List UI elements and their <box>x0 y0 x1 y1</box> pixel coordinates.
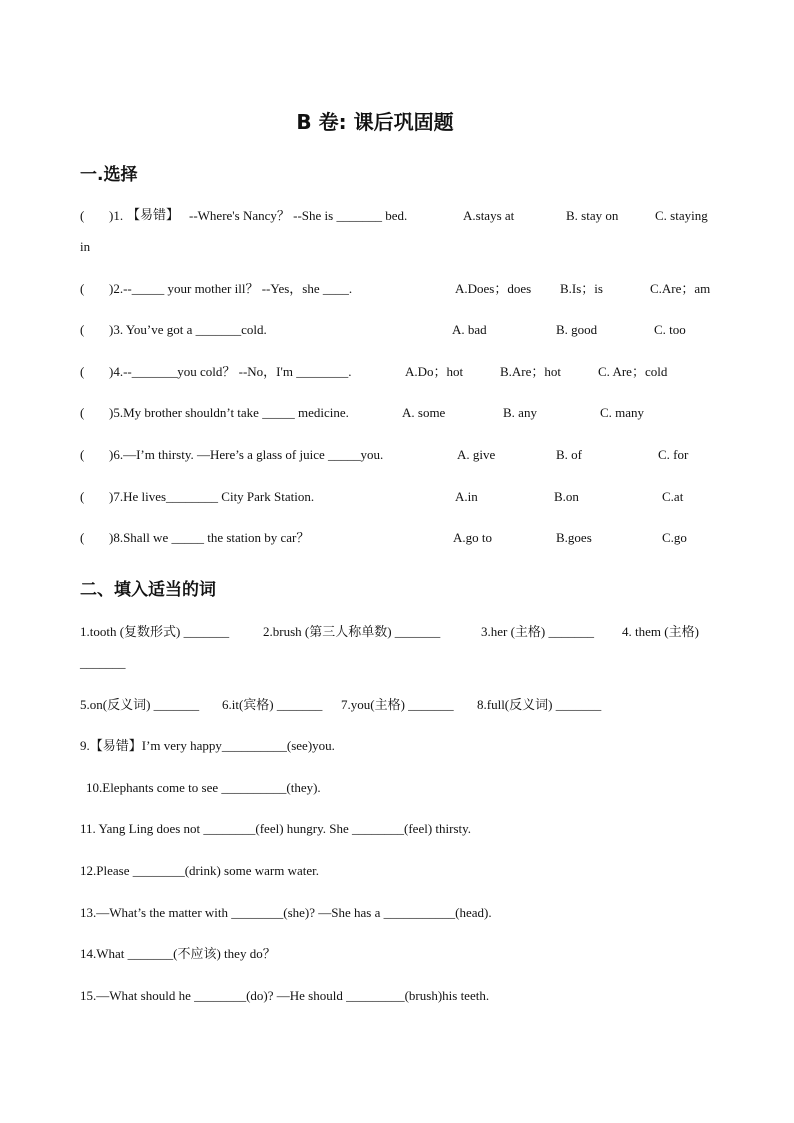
option-c: C.at <box>662 489 684 504</box>
option-a: A.stays at <box>463 208 515 223</box>
fill-item-15: 15.—What should he ________(do)? —He should _________(brush)his teeth. <box>80 988 490 1003</box>
answer-bracket: ( <box>80 364 85 379</box>
option-b: B. of <box>556 447 582 462</box>
fill-item-13: 13.—What’s the matter with ________(she)? —She has a ___________(head). <box>80 905 492 920</box>
option-c: C. many <box>600 405 645 420</box>
error-prone-tag: 【易错】 <box>127 208 180 223</box>
option-c: C. Are；cold <box>598 364 668 379</box>
option-a: A.go to <box>453 530 492 545</box>
answer-bracket: ( <box>80 447 85 462</box>
option-c: C. staying <box>655 208 708 223</box>
answer-bracket: ( <box>80 405 85 420</box>
answer-bracket: ( <box>80 530 85 545</box>
option-b: B.goes <box>556 530 592 545</box>
question-stem: )3. You’ve got a _______cold. <box>109 322 267 337</box>
question-number: )1. <box>109 208 124 223</box>
question-stem: )7.He lives________ City Park Station. <box>109 489 315 504</box>
fill-item-4: 4. them (主格) <box>622 624 699 639</box>
section-1-heading: 一.选择 <box>80 165 138 185</box>
option-b: B. any <box>503 405 537 420</box>
question-stem: )2.--_____ your mother ill？ --Yes，she ____. <box>109 281 353 296</box>
question-stem: )6.—I’m thirsty. —Here’s a glass of juice _____you. <box>109 447 384 462</box>
option-a: A.Do；hot <box>405 364 464 379</box>
option-b: B.on <box>554 489 579 504</box>
option-c: C.Are；am <box>650 281 711 296</box>
section-2-heading: 二、填入适当的词 <box>80 580 216 600</box>
option-a: A. bad <box>452 322 487 337</box>
option-a: A. give <box>457 447 496 462</box>
option-c: C. for <box>658 447 689 462</box>
question-stem: )4.--_______you cold？ --No，I'm ________. <box>109 364 352 379</box>
option-c: C.go <box>662 530 687 545</box>
option-b: B. good <box>556 322 598 337</box>
fill-item-5: 5.on(反义词) _______ <box>80 697 200 712</box>
option-b: B.Are；hot <box>500 364 562 379</box>
fill-item-4-blank: _______ <box>80 655 126 670</box>
fill-item-12: 12.Please ________(drink) some warm water. <box>80 863 320 878</box>
option-a: A. some <box>402 405 446 420</box>
answer-bracket: ( <box>80 489 85 504</box>
option-b: B. stay on <box>566 208 619 223</box>
answer-bracket: ( <box>80 281 85 296</box>
option-a: A.Does；does <box>455 281 532 296</box>
question-1-wrap: in <box>80 239 91 254</box>
fill-item-9: 9.【易错】I’m very happy__________(see)you. <box>80 738 335 753</box>
page-title: B 卷: 课后巩固题 <box>296 110 454 134</box>
fill-item-3: 3.her (主格) _______ <box>481 624 595 639</box>
question-stem: )5.My brother shouldn’t take _____ medicine. <box>109 405 349 420</box>
fill-item-1: 1.tooth (复数形式) _______ <box>80 624 230 639</box>
fill-item-2: 2.brush (第三人称单数) _______ <box>263 624 441 639</box>
question-stem: --Where's Nancy？ --She is _______ bed. <box>189 208 408 223</box>
fill-item-14: 14.What _______(不应该) they do？ <box>80 946 276 961</box>
fill-item-7: 7.you(主格) _______ <box>341 697 454 712</box>
fill-item-6: 6.it(宾格) _______ <box>222 697 323 712</box>
fill-item-10: 10.Elephants come to see __________(they). <box>86 780 321 795</box>
fill-item-11: 11. Yang Ling does not ________(feel) hungry. She ________(feel) thirsty. <box>80 821 472 836</box>
question-stem: )8.Shall we _____ the station by car？ <box>109 530 310 545</box>
option-a: A.in <box>455 489 478 504</box>
answer-bracket: ( <box>80 208 85 223</box>
option-c: C. too <box>654 322 686 337</box>
option-b: B.Is；is <box>560 281 603 296</box>
fill-item-8: 8.full(反义词) _______ <box>477 697 602 712</box>
answer-bracket: ( <box>80 322 85 337</box>
